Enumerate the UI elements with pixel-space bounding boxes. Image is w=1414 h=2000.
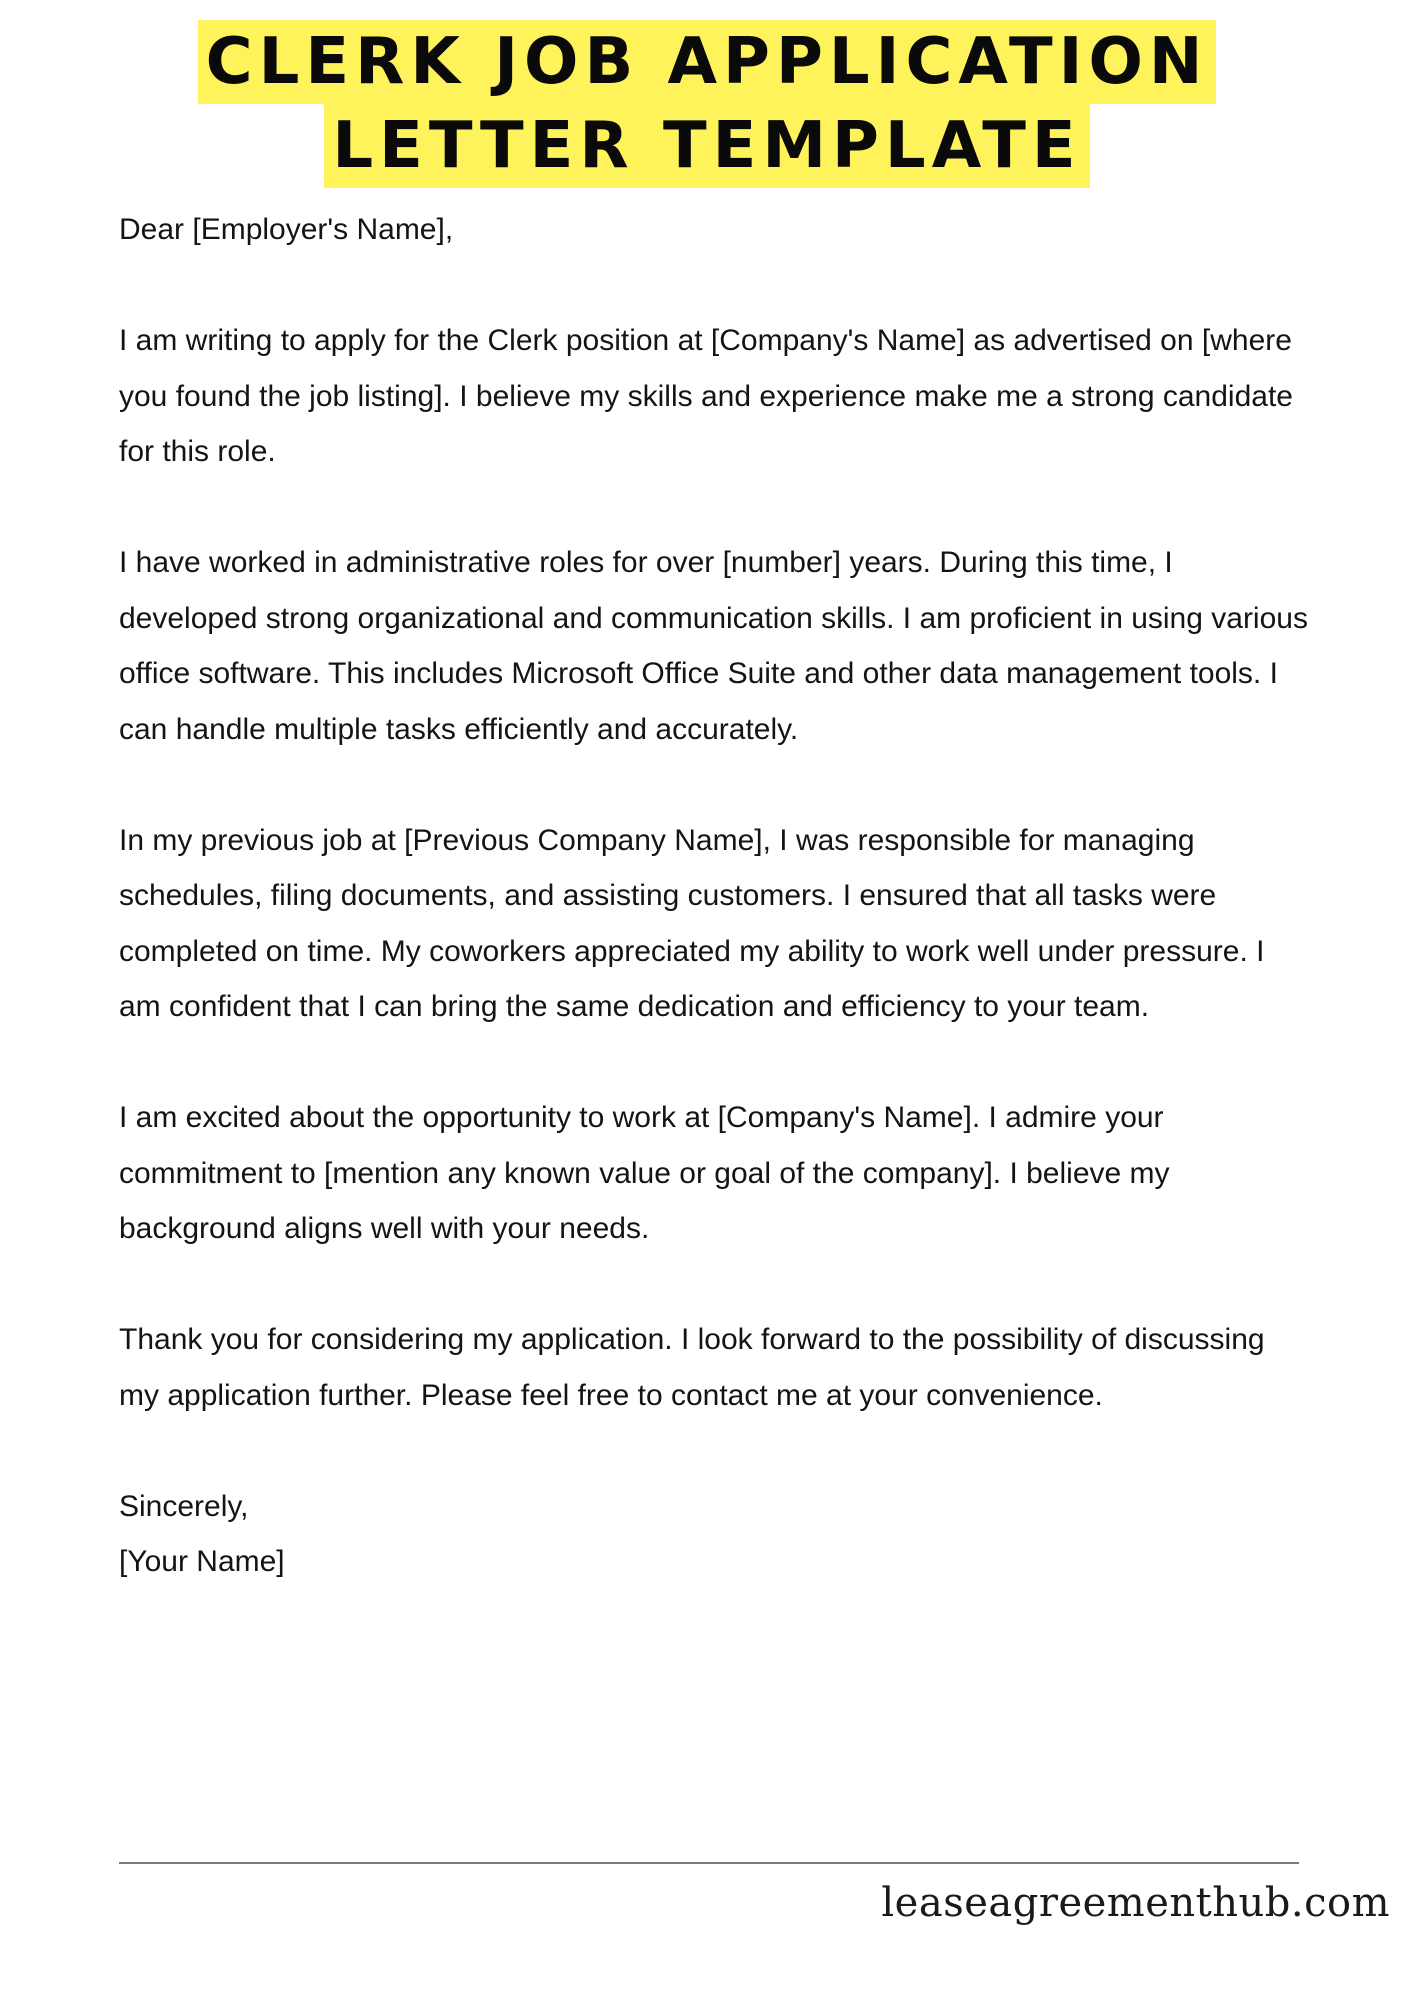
closing xyxy=(119,1479,1309,1590)
document-title xyxy=(0,20,1414,188)
paragraph-5: Thank you for considering my application. I look forward to the possibility of discussing my application further. Please feel free to contact me at your convenience. xyxy=(119,1323,1265,1412)
paragraph-2: I have worked in administrative roles for over [number] years. During this time, I developed strong organizational and communication skills. I am proficient in using various office software. This includes Microsoft Office Suite and other data management tools. I can handle multiple tasks efficiently and accurately. xyxy=(119,546,1308,746)
title-line-1: CLERK JOB APPLICATION xyxy=(198,20,1217,104)
paragraph-3: In my previous job at [Previous Company Name], I was responsible for managing schedules, filing documents, and assisting customers. I ensured that all tasks were completed on time. My coworkers appreciated my ability to work well under pressure. I am confident that I can bring the same dedication and efficiency to your team. xyxy=(119,823,1265,1023)
greeting: Dear [Employer's Name], xyxy=(119,213,454,246)
letter-body xyxy=(119,202,1309,1590)
closing-phrase: Sincerely, xyxy=(119,1489,249,1523)
paragraph-1: I am writing to apply for the Clerk position at [Company's Name] as advertised on [where you found the job listing]. I believe my skills and experience make me a strong candidate for this role. xyxy=(119,324,1293,468)
paragraph-4: I am excited about the opportunity to work at [Company's Name]. I admire your commitment to [mention any known value or goal of the company]. I believe my background aligns well with your needs. xyxy=(119,1101,1170,1245)
title-line-2: LETTER TEMPLATE xyxy=(324,104,1089,188)
footer-divider xyxy=(119,1862,1299,1864)
signature: [Your Name] xyxy=(119,1545,285,1578)
footer-website: leaseagreementhub.com xyxy=(881,1880,1390,1926)
